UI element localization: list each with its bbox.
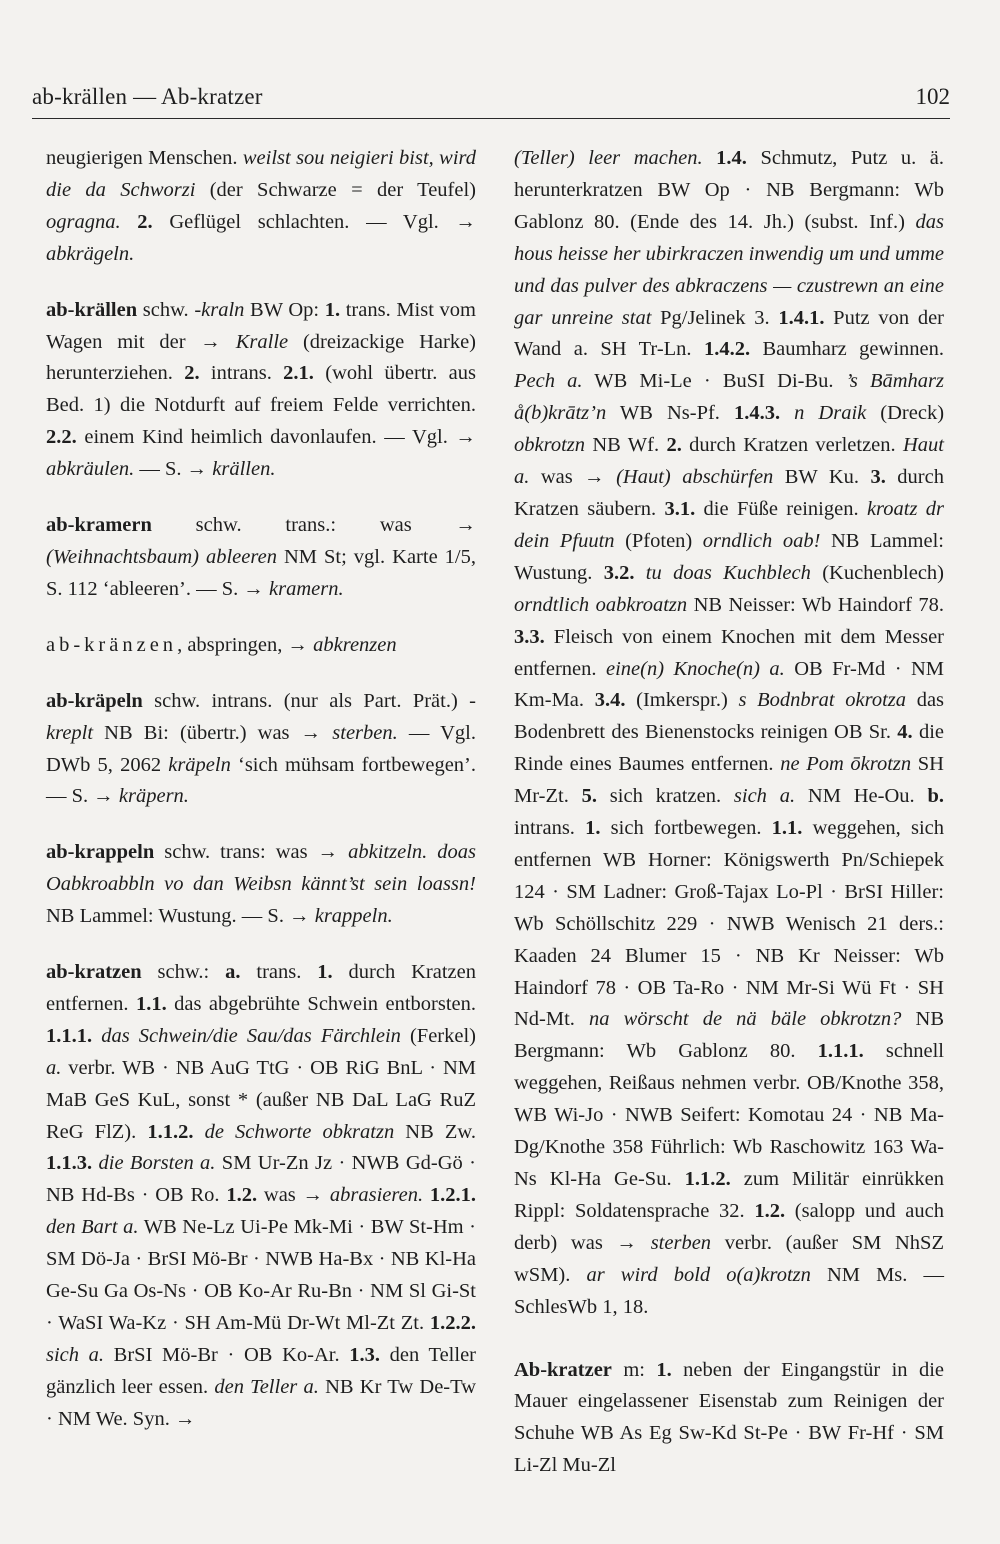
text-run: BW Ku. [773,466,871,489]
italic-run: krappeln. [314,905,393,928]
bold-run: 1.1.2. [684,1168,731,1190]
bold-run: 2. [666,434,682,457]
italic-run: ’s Bāmharz å(b)krātz’n [514,370,944,425]
text-run: (der Schwarze = der Teufel) [195,178,476,201]
italic-run: na wörscht de nä bäle obkrotzn? [589,1008,902,1031]
italic-run: abkrägeln. [46,242,135,265]
bold-run: 2.2. [46,426,77,449]
italic-run: Kralle [235,330,289,353]
italic-run: ogragna. [46,210,121,233]
text-run [703,147,717,169]
italic-run: das hous heisse her ubirkraczen inwendig um und umme und das pulver des abkraczens — czustrewn an eine gar unreine stat [514,210,944,329]
bold-run: 1.1.3. [46,1152,93,1175]
text-run: NB Bi: (übertr.) was → [93,721,333,744]
italic-run: abkräulen. [46,458,135,481]
text-run: NB Lammel: Wustung. — S. → [46,905,315,928]
text-run: (Ferkel) [400,1024,476,1047]
italic-run: abkrenzen [313,633,397,656]
text-run: intrans. [199,362,284,385]
text-run [634,562,645,584]
text-run: Baumharz gewinnen. [750,338,944,361]
text-run: NB Kr Tw De-Tw · NM We. Syn. → [46,1375,477,1430]
text-run: WB Mi-Le · BuSI Di-Bu. [582,370,846,393]
text-run: — S. → [134,458,213,481]
text-run: durch Kratzen säubern. [514,466,944,520]
text-run: neugierigen Menschen. [46,147,243,169]
text-run: verbr. WB · NB AuG TtG · OB RiG BnL · NM MaB GeS KuL, sonst * (außer NB DaL LaG RuZ ReG FlZ). [46,1056,476,1143]
bold-run: 2. [120,210,153,233]
text-run: NB Zw. [394,1120,477,1143]
entry-ab-kraepeln [46,686,476,814]
bold-run: ab-kräpeln [46,689,143,712]
entry-ab-krappeln [46,837,476,933]
text-run: schw. trans: was → [154,841,349,864]
text-run: zum Militär einrükken Rippl: Soldatensprache 32. [514,1168,944,1222]
header-title: ab-krällen — Ab-kratzer [32,84,263,109]
text-run: — Vgl. DWb 5, 2062 [46,721,476,776]
text-run: (salopp und auch derb) was → [514,1199,944,1254]
text-run: schnell weggehen, Reißaus nehmen verbr. OB/Knothe 358, WB Wi-Jo · NWB Seifert: Komotau 24 · NB Ma-Dg/Knothe 358 Führlich: Wb Raschowitz 163 Wa-Ns Kl-Ha Ge-Su. [514,1040,944,1190]
text-run: durch Kratzen verletzen. [681,434,903,457]
text-run: SH Mr-Zt. [514,753,944,808]
italic-run: orndlich oab! [702,529,821,552]
italic-run: abkitzeln. doas Oabkroabbln vo dan Weibsn kännt’st sein loassn! [46,841,476,896]
bold-run: ab-krällen [46,298,138,321]
bold-run: 2. [184,362,200,385]
bold-run: 1.2. [226,1184,258,1207]
text-run: neben der Eingangstür in die Mauer eingelassener Eisenstab zum Reinigen der Schuhe WB As Eg Sw-Kd St-Pe · BW Fr-Hf · SM Li-Zl Mu-Zl [514,1358,944,1477]
text-run: Pg/Jelinek 3. [651,306,779,329]
italic-run: kräpeln [168,753,231,776]
text-run: NM He-Ou. [795,785,928,808]
italic-run: die Borsten a. [98,1152,216,1175]
bold-run: 1. [585,817,601,840]
italic-run: n Draik [794,402,867,425]
italic-run: (Teller) leer machen. [514,147,703,169]
bold-run: ab-krappeln [46,841,155,864]
text-run: durch Kratzen entfernen. [46,961,476,1015]
italic-run: sterben [650,1231,712,1254]
spaced-headword: ab-kränzen [46,633,178,656]
bold-run: Ab-kratzer [514,1358,612,1381]
text-run: SM Ur-Zn Jz · NWB Gd-Gö · NB Hd-Bs · OB Ro. [46,1152,476,1207]
bold-run: 1.4.1. [778,306,825,329]
italic-run: Pech a. [514,370,583,393]
text-run: das abgebrühte Schwein entborsten. [166,992,476,1015]
text-run: (wohl übertr. aus Bed. 1) die Notdurft auf freiem Felde verrichten. [46,362,476,417]
text-run: schw. trans.: was → [151,514,476,537]
italic-run: ar wird bold o(a)krotzn [586,1263,811,1286]
italic-run: obkrotzn [514,434,585,457]
text-run: Fleisch von einem Knochen mit dem Messer entfernen. [514,625,944,680]
text-run: das Bodenbrett des Bienenstocks reinigen OB Sr. [514,689,945,744]
text-run: BW Op: [244,298,325,321]
right-column [514,143,944,1482]
text-run: schw. intrans. (nur als Part. Prät.) [142,689,470,712]
text-run: (dreizackige Harke) herunterziehen. [46,330,476,385]
bold-run: 1.2.2. [429,1312,476,1334]
text-run: NB Wf. [585,434,667,457]
text-run: einem Kind heimlich davonlaufen. — Vgl. → [76,426,476,449]
text-run: NB Neisser: Wb Haindorf 78. [687,593,944,616]
bold-run: 1. [324,298,341,321]
text-run: OB Fr-Md · NM Km-Ma. [514,657,944,712]
bold-run: 3.1. [664,497,696,520]
text-run [780,402,794,424]
text-run: den Teller gänzlich leer essen. [46,1343,476,1398]
text-run: BrSI Mö-Br · OB Ko-Ar. [104,1343,350,1366]
italic-run: ne Pom ōkrotzn [780,753,912,776]
text-run: was → [529,466,617,489]
bold-run: 2.1. [283,362,314,385]
text-run: schw. [137,298,195,321]
text-run: (Pfoten) [614,529,703,552]
entry-ab-kratzer [514,1355,944,1483]
entry-ab-kramern [46,510,476,606]
text-run: WB Ne-Lz Ui-Pe Mk-Mi · BW St-Hm · SM Dö-Ja · BrSI Mö-Br · NWB Ha-Bx · NB Kl-Ha Ge-Su Ga Os-Ns · OB Ko-Ar Ru-Bn · NM Sl Gi-St · WaSI Wa-Kz · SH Am-Mü Dr-Wt Ml-Zt Zt. [46,1216,476,1334]
bold-run: b. [927,785,944,808]
entry-continuation [46,143,476,271]
bold-run: 1.3. [349,1343,380,1366]
entry-ab-kraellen [46,295,476,486]
italic-run: -kraln [194,298,245,321]
italic-run: de Schworte obkratzn [204,1120,395,1143]
text-run: Schmutz, Putz u. ä. herunterkratzen BW Op · NB Bergmann: Wb Gablonz 80. (Ende des 14. Jh.) (subst. Inf.) [514,147,944,233]
text-run: , abspringen, → [177,633,314,656]
italic-run: krällen. [212,458,276,481]
bold-run: 5. [581,785,597,808]
bold-run: 3.3. [514,625,545,648]
bold-run: 1. [317,961,333,984]
italic-run: orndtlich oabkroatzn [514,593,688,616]
bold-run: 3.2. [603,561,635,584]
bold-run: 1.4.2. [703,338,751,361]
text-run: Putz von der Wand a. SH Tr-Ln. [514,306,944,361]
text-run: NM Ms. — SchlesWb 1, 18. [514,1263,944,1318]
bold-run: 1.1. [771,817,803,840]
italic-run: kräpern. [118,785,189,808]
text-run: NB Lammel: Wustung. [514,529,944,584]
entry-ab-kraenzen [46,630,476,662]
italic-run: abrasieren. [329,1184,424,1207]
text-run: Geflügel schlachten. — Vgl. → [152,210,477,233]
text-run: ‘sich mühsam fortbewegen’. — S. → [46,753,476,808]
bold-run: a. [225,961,241,984]
italic-run: den Bart a. [46,1216,139,1239]
page-number: 102 [915,84,950,109]
text-run: sich fortbewegen. [600,817,772,840]
text-run: (Kuchenblech) [810,561,944,584]
bold-run: 1.1.1. [46,1024,93,1047]
bold-run: 1. [656,1358,672,1381]
italic-run: sterben. [332,721,398,744]
text-run: schw.: [141,961,226,984]
entry-ab-kratzen [46,957,476,1436]
bold-run: 1.1.1. [817,1040,864,1063]
bold-run: 3. [870,466,886,489]
left-column [46,143,476,1436]
italic-run: s Bodnbrat okrotza [738,689,907,712]
italic-run: das Schwein/die Sau/das Färchlein [101,1024,401,1047]
bold-run: ab-kramern [46,514,152,537]
text-run: trans. Mist vom Wagen mit der → [46,298,476,353]
text-run: m: [611,1358,657,1381]
text-run [193,1121,204,1143]
italic-run: eine(n) Knoche(n) a. [605,657,785,680]
italic-run: sich a. [46,1343,105,1366]
italic-run: (Weihnachtsbaum) ableeren [46,545,277,568]
text-run: WB Ns-Pf. [606,402,734,425]
text-run: NB Bergmann: Wb Gablonz 80. [514,1008,944,1063]
bold-run: ab-kratzen [46,961,142,984]
text-run: (Imkerspr.) [625,689,739,712]
italic-run: -kreplt [46,689,476,744]
italic-run: (Haut) abschürfen [616,466,774,489]
italic-run: tu doas Kuchblech [645,561,811,584]
text-run [423,1184,430,1206]
text-run: die Rinde eines Baumes entfernen. [514,721,944,776]
italic-run: Haut a. [514,434,944,489]
text-run: sich kratzen. [597,785,734,808]
text-run: was → [257,1184,330,1207]
italic-run: a. [46,1056,62,1079]
italic-run: sich a. [733,785,796,808]
bold-run: 1.4.3. [733,402,781,425]
bold-run: 1.4. [716,147,747,169]
running-header [32,84,950,119]
bold-run: 1.2.1. [429,1184,476,1207]
bold-run: 1.1. [135,992,167,1015]
text-run: NM St; vgl. Karte 1/5, S. 112 ‘ableeren’. — S. → [46,545,476,600]
text-run: intrans. [514,817,586,840]
text-run: die Füße reinigen. [695,497,867,520]
italic-run: den Teller a. [214,1375,319,1398]
italic-run: kramern. [269,577,344,600]
bold-run: 3.4. [594,689,626,712]
italic-run: kroatz dr dein Pfuutn [514,497,945,552]
bold-run: 1.2. [754,1199,786,1222]
entry-ab-kratzen-continuation [514,143,944,1324]
bold-run: 4. [897,721,913,744]
italic-run: weilst sou neigieri bist, wird die da Schworzi [46,147,476,201]
text-run: (Dreck) [866,402,945,425]
text-run [92,1025,101,1047]
bold-run: 1.1.2. [147,1120,194,1143]
text-run: verbr. (außer SM NhSZ wSM). [514,1231,944,1286]
text-run: weggehen, sich entfernen WB Horner: Königswerth Pn/Schiepek 124 · SM Ladner: Groß-Tajax Lo-Pl · BrSI Hiller: Wb Schöllschitz 229 · NWB Wenisch 21 ders.: Kaaden 24 Blumer 15 · NB Kr Neisser: Wb Haindorf 78 · OB Ta-Ro · NM Mr-Si Wü Ft · SH Nd-Mt. [514,817,945,1031]
text-run: trans. [240,961,318,984]
